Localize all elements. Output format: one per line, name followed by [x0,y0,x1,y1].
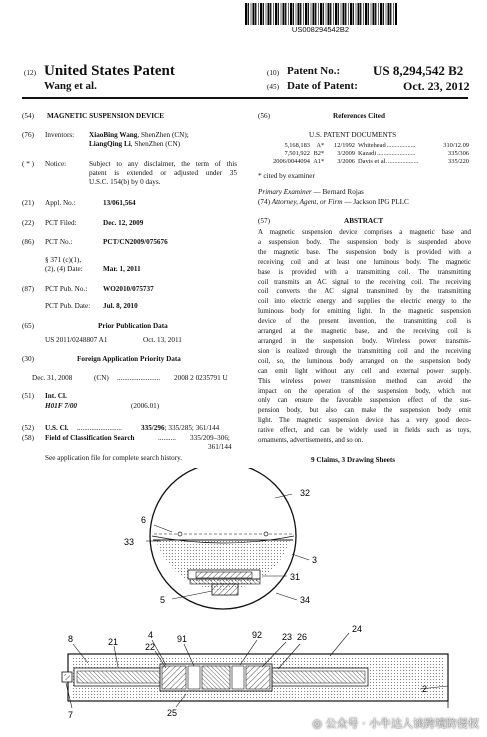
code-76: (76) [22,131,34,139]
code-45: (45) [267,83,279,91]
code-54: (54) [22,112,34,120]
abstract-heading: ABSTRACT [344,217,384,225]
claims-line: 9 Claims, 3 Drawing Sheets [311,456,396,464]
s371-line-1: § 371 (c)(1), [45,256,82,264]
abstract-line: ornaments, advertisements, and so on. [258,437,364,445]
s371-date: Mar. 1, 2011 [103,265,141,273]
citation-row [264,142,469,150]
citation-name: Kazadi [358,150,377,158]
barcode-bar [350,3,352,25]
date-label: Date of Patent: [287,80,358,92]
barcode-bar [270,3,271,25]
label-21: 21 [108,637,119,647]
abstract-line: luminous body for emitting light. In the magnetic suspension [258,308,471,316]
label-2: 2 [422,684,428,694]
citation-date: 3/2006 [337,158,355,166]
code-52: (52) [22,424,34,432]
barcode-bar [328,3,330,25]
barcode-bar [308,3,309,25]
barcode-bar [338,3,339,25]
barcode-bar [363,3,364,25]
code-51: (51) [22,392,34,400]
barcode-bar [378,3,379,25]
barcode-bar [353,3,354,25]
label-23: 23 [282,632,293,642]
barcode-bar [318,3,319,25]
abstract-body [258,228,471,446]
int-cl-class: H01F 7/00 [45,402,78,410]
citations-list [264,142,469,167]
barcode-bar [335,3,337,25]
label-7: 7 [68,710,74,720]
label-5: 5 [160,595,166,605]
notice-line-2: patent is extended or adjusted under 35 [89,169,237,177]
code-65: (65) [22,322,34,330]
citation-star: * [321,142,325,149]
label-22: 22 [145,642,156,652]
magnet-core [212,584,238,595]
abstract-line: base is provided with a transmitting coil. The transmitting [258,268,471,276]
code-58: (58) [22,434,34,442]
barcode-bar [330,3,331,25]
citation-kind: B2 [313,150,321,158]
pct-pub-date: Jul. 8, 2010 [103,302,138,310]
barcode-bar [345,3,346,25]
patent-no-label: Patent No.: [287,65,341,77]
abstract-line: the magnetic base. The suspension body is provided with a [258,248,471,256]
barcode-bar [341,3,342,25]
patent-drawing [0,468,487,737]
citation-star: * [321,150,325,158]
abstract-line: only can ensure the favorable suspension effect of the sus- [258,397,471,405]
barcode-bar [275,3,277,25]
prior-pub-date: Oct. 13, 2011 [143,336,182,344]
citation-number: 2006/0044094 [273,158,310,166]
prior-pub-heading: Prior Publication Data [98,322,168,330]
citation-class: 335/220 [448,158,469,166]
invention-title: MAGNETIC SUSPENSION DEVICE [47,112,165,120]
abstract-line: A magnetic suspension device comprises a magnetic base and [258,229,471,236]
barcode-bar [395,3,397,25]
label-91: 91 [177,634,188,644]
pct-no: PCT/CN2009/075676 [103,238,168,246]
citation-row [264,150,469,158]
us-cl-dots: ......................... [77,424,122,432]
barcode-bar [380,3,382,25]
foreign-priority-heading: Foreign Application Priority Data [77,355,181,363]
barcode-bar [245,3,247,25]
code-10: (10) [267,69,279,77]
code-86: (86) [22,238,34,246]
barcode-bar [266,3,267,25]
inventor-1: XiaoBing Wang, ShenZhen (CN); [89,131,189,139]
suspension-sphere-drawing [146,468,309,609]
barcode-bar [248,3,249,25]
citation-class: 335/306 [448,150,469,158]
pct-pub-date-label: PCT Pub. Date: [45,302,91,310]
appl-no: 13/061,564 [103,199,136,207]
barcode-bar [281,3,282,25]
label-92: 92 [252,630,263,640]
document-number: US008294542B2 [291,25,350,34]
barcode-bar [326,3,327,25]
barcode-bar [320,3,322,25]
patent-number: US 8,294,542 B2 [373,63,464,78]
code-21: (21) [22,199,34,207]
barcode-bar [258,3,259,25]
pct-pub-no: WO2010/075737 [103,285,154,293]
barcode-bar [268,3,270,25]
label-6: 6 [141,515,147,525]
label-31: 31 [290,572,301,582]
inventors-label: Inventors: [45,131,75,139]
barcode-bar [375,3,376,25]
led-icon [178,532,182,536]
label-33: 33 [124,537,135,547]
citation-dots: .................. [386,142,416,149]
citation-name: Whitehead [358,142,386,149]
abstract-line: device of the present invention, the transmitting coil is [258,318,471,326]
references-heading: References Cited [333,112,385,120]
label-26: 26 [297,632,308,642]
citation-name: Davis et al. [358,158,387,166]
magnetic-base-drawing [62,633,448,708]
cited-by-examiner-note: * cited by examiner [258,172,315,180]
barcode-bar [383,3,384,25]
label-25: 25 [167,708,178,718]
barcode-bar [333,3,334,25]
header-rule [22,97,468,99]
patent-date: Oct. 23, 2012 [403,79,470,93]
barcode-bar [255,3,256,25]
field-search-label: Field of Classification Search [45,434,135,442]
notice-label: Notice: [45,160,67,168]
barcode-bar [360,3,361,25]
label-32: 32 [300,488,311,498]
label-8: 8 [68,634,74,644]
barcode-bar [311,3,312,25]
code-30: (30) [22,355,34,363]
abstract-line: This wireless power transmission method can avoid the [258,377,471,385]
barcode-bar [260,3,262,25]
citation-number: 7,501,922 [284,150,310,158]
barcode-bar [358,3,360,25]
barcode-bar [278,3,279,25]
led-icon [264,532,268,536]
code-notice: ( * ) [22,160,34,168]
barcode-bar [305,3,307,25]
barcode-bar [285,3,286,25]
barcode-bar [293,3,294,25]
notice-line-3: U.S.C. 154(b) by 0 days. [89,178,161,186]
abstract-line: arranged in the suspension body. Wireless power transmis- [258,337,471,345]
us-cl-value: 335/296; 335/285; 361/144 [141,424,220,432]
barcode-bar [300,3,301,25]
code-87: (87) [22,285,34,293]
abstract-line: arranged at the magnetic base, and the receiving coil is [258,328,471,336]
watermark: ◎ 公众号 · 小牛达人谈跨境防侵权 [312,717,479,730]
label-4: 4 [148,630,154,640]
foreign-dots: ........................ [117,374,161,382]
pct-pub-no-label: PCT Pub. No.: [45,285,88,293]
abstract-line: a suspension body. The suspension body is suspended above [258,238,471,246]
barcode-bar [368,3,369,25]
citation-kind: A1 [313,158,321,166]
abstract-line: coil into electric energy and supplies the electric energy to the [258,298,471,306]
us-docs-heading: U.S. PATENT DOCUMENTS [309,131,397,139]
abstract-line: coil, so, the luminous body arranged on the suspension body [258,357,471,365]
foreign-country: (CN) [94,374,109,382]
barcode-bar [393,3,394,25]
appl-no-label: Appl. No.: [45,199,76,207]
primary-examiner: Primary Examiner — Bernard Rojas [258,188,364,196]
field-search-value: 335/209–306; [190,434,230,442]
field-search-note: See application file for complete search history. [45,454,183,462]
prior-pub-number: US 2011/0248807 A1 [45,336,108,344]
field-search-value-2: 361/144 [208,443,232,451]
barcode-bar [315,3,316,25]
barcode-bar [296,3,297,25]
citation-row [264,158,469,166]
citation-number: 5,168,183 [284,142,310,149]
barcode-bar [356,3,357,25]
barcode-bar [348,3,349,25]
abstract-line: can emit light without any cell and external power supply. [258,367,471,375]
code-22: (22) [22,219,34,227]
barcode-bar [371,3,372,25]
barcode-bar [251,3,252,25]
abstract-line: light. The magnetic suspension device has a very good deco- [258,417,471,425]
barcode-bar [373,3,375,25]
citation-class: 310/12.09 [443,142,469,149]
abstract-line: sion is realized through the transmitting coil and the receiving [258,347,471,355]
label-24: 24 [352,624,363,634]
citation-dots: ........................ [377,150,416,158]
inventor-2: LiangQing Li, ShenZhen (CN) [89,140,181,148]
barcode-bar [303,3,304,25]
barcode-bar [253,3,255,25]
int-cl-label: Int. Cl. [45,392,67,400]
authors: Wang et al. [44,80,97,92]
barcode-bar [290,3,292,25]
pct-filed: Dec. 12, 2009 [103,219,144,227]
citation-dots: ................... [387,158,419,166]
abstract-line: receiving coil and at least one luminous body. The magnetic [258,258,471,266]
abstract-line: impact on the operation of the suspension body, which not [258,387,471,395]
s371-line-2: (2), (4) Date: [45,265,83,273]
us-cl-label: U.S. Cl. [45,424,69,432]
citation-date: 3/2009 [337,150,355,158]
abstract-line: coil transmits an AC signal to the receiving coil. The receiving [258,278,471,286]
barcode-bar [390,3,391,25]
barcode-bar [386,3,387,25]
wechat-icon: ◎ [312,717,326,730]
barcode [243,3,398,25]
int-cl-version: (2006.01) [131,402,160,410]
abstract-line: pension body, but also can make the suspension body emit [258,407,471,415]
notice-line-1: Subject to any disclaimer, the term of this [89,160,237,168]
barcode-bar [263,3,264,25]
barcode-bar [323,3,324,25]
citation-date: 12/1992 [334,142,355,149]
abstract-line: rative effect, and can be widely used in fields such as toys, [258,427,471,435]
barcode-bar [288,3,289,25]
barcode-bar [365,3,367,25]
barcode-bar [388,3,390,25]
pct-filed-label: PCT Filed: [45,219,77,227]
citation-kind: A [316,142,321,149]
barcode-bar [313,3,315,25]
barcode-bar [298,3,300,25]
patent-heading: United States Patent [44,63,175,79]
attorney: (74) Attorney, Agent, or Firm — Jackson IPG PLLC [258,198,409,206]
abstract-line: coil converts the AC signal transmitted by the transmitting [258,288,471,296]
barcode-bar [343,3,345,25]
foreign-number: 2008 2 0235791 U [174,374,228,382]
code-56: (56) [258,112,270,120]
label-34: 34 [300,595,311,605]
code-12: (12) [24,69,36,77]
citation-star: * [321,158,325,166]
barcode-bar [283,3,285,25]
code-57: (57) [258,217,270,225]
label-3: 3 [312,555,318,565]
field-search-dots: .......... [158,434,176,442]
foreign-date: Dec. 31, 2008 [32,374,73,382]
barcode-bar [273,3,274,25]
pct-no-label: PCT No.: [45,238,73,246]
